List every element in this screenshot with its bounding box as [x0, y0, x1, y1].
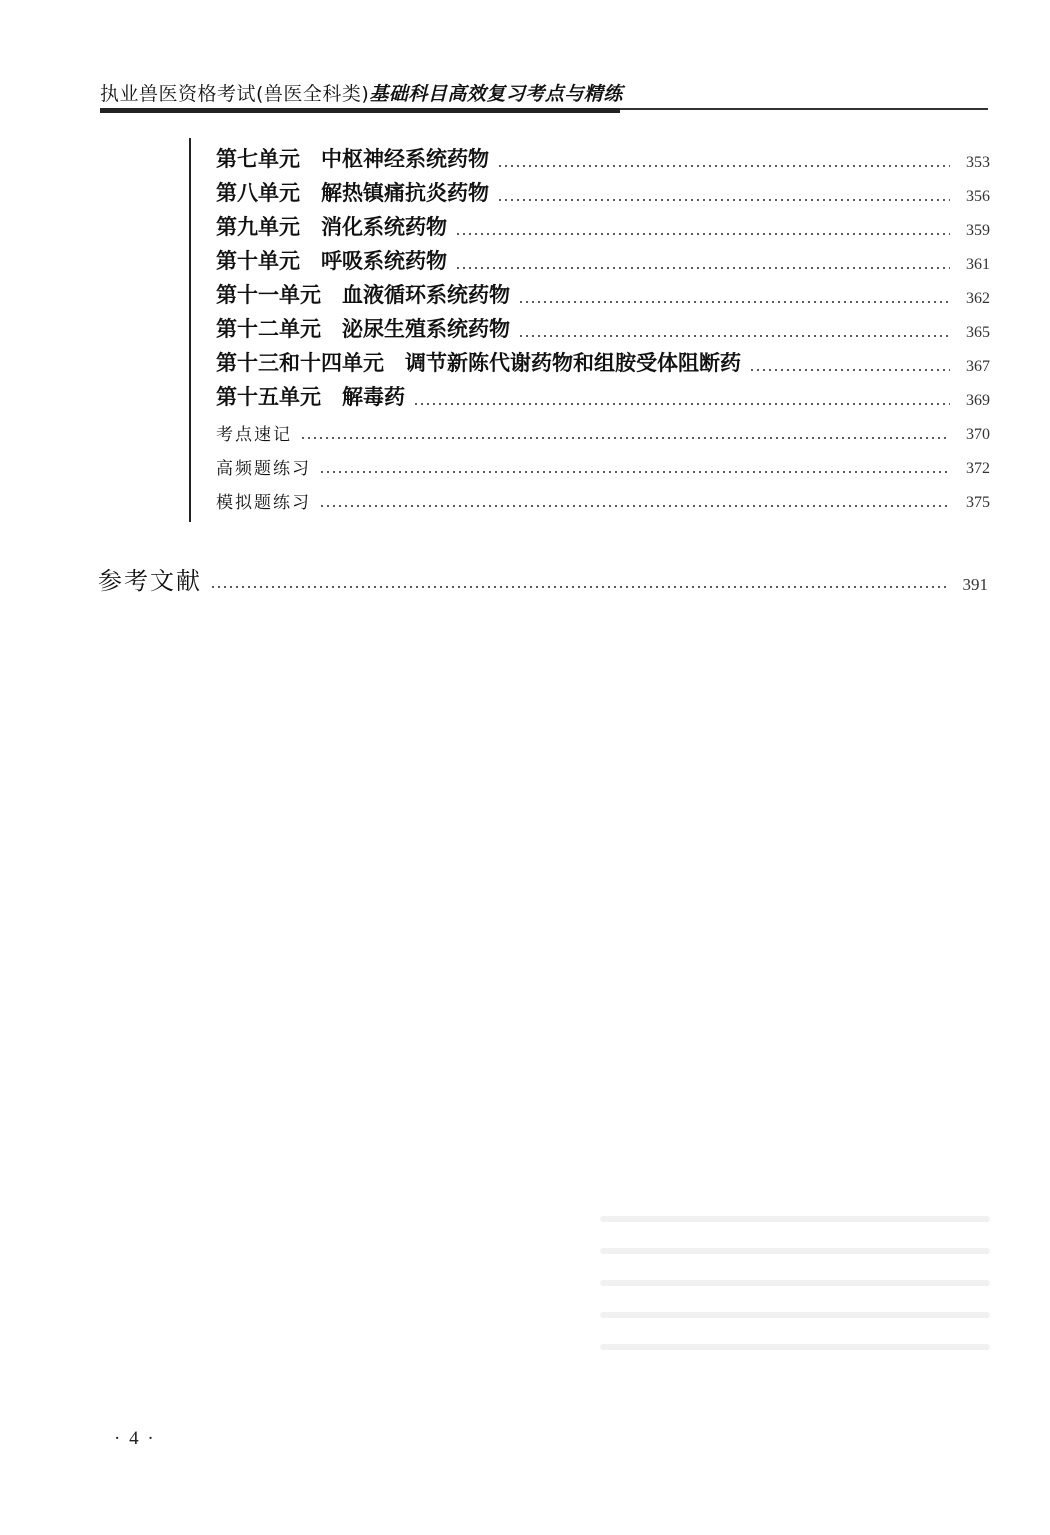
dot-leader	[455, 267, 950, 269]
toc-item[interactable]	[216, 415, 990, 445]
toc-item-label: 高频题练习	[216, 459, 311, 479]
toc-item-page: 367	[966, 358, 990, 375]
toc-item[interactable]	[216, 381, 990, 411]
page-number: · 4 ·	[114, 1428, 156, 1449]
toc-item[interactable]	[216, 245, 990, 275]
toc-item[interactable]	[216, 449, 990, 479]
dot-leader	[319, 505, 950, 507]
header-rule-thick	[100, 108, 620, 113]
toc-item-page: 365	[966, 324, 990, 341]
toc-item[interactable]	[216, 313, 990, 343]
toc-item[interactable]	[216, 177, 990, 207]
references-entry[interactable]	[98, 562, 988, 596]
running-header	[0, 74, 1050, 112]
header-title-sub: 基础科目高效复习考点与精练	[369, 83, 623, 105]
dot-leader	[518, 335, 950, 337]
dot-leader	[497, 199, 950, 201]
toc-item[interactable]	[216, 211, 990, 241]
show-through-texture	[600, 1190, 990, 1390]
toc-item[interactable]	[216, 143, 990, 173]
toc-item-label: 第十单元 呼吸系统药物	[216, 249, 447, 273]
toc-item-label: 第八单元 解热镇痛抗炎药物	[216, 181, 489, 205]
toc-item-label: 考点速记	[216, 425, 292, 445]
header-title	[100, 79, 623, 106]
toc-item-page: 359	[966, 222, 990, 239]
toc-item-label: 第十二单元 泌尿生殖系统药物	[216, 317, 510, 341]
toc-item-page: 375	[966, 494, 990, 511]
dot-leader	[749, 369, 950, 371]
dot-leader	[518, 301, 950, 303]
toc-item-page: 356	[966, 188, 990, 205]
header-title-main: 执业兽医资格考试(兽医全科类)	[100, 83, 370, 105]
dot-leader	[413, 403, 950, 405]
references-label: 参考文献	[98, 567, 202, 595]
toc-item-page: 370	[966, 426, 990, 443]
toc-item-label: 模拟题练习	[216, 493, 311, 513]
toc-item[interactable]	[216, 347, 990, 377]
toc-item-label: 第十一单元 血液循环系统药物	[216, 283, 510, 307]
toc-item-page: 362	[966, 290, 990, 307]
dot-leader	[300, 437, 950, 439]
toc-item-page: 372	[966, 460, 990, 477]
references-page: 391	[962, 575, 988, 594]
toc-item-label: 第九单元 消化系统药物	[216, 215, 447, 239]
toc-item[interactable]	[216, 279, 990, 309]
toc-item-page: 369	[966, 392, 990, 409]
dot-leader	[210, 586, 948, 588]
toc-vertical-line	[189, 138, 191, 522]
toc-item-page: 353	[966, 154, 990, 171]
toc-item-label: 第十五单元 解毒药	[216, 385, 405, 409]
dot-leader	[319, 471, 950, 473]
toc-item-label: 第七单元 中枢神经系统药物	[216, 147, 489, 171]
toc-item[interactable]	[216, 483, 990, 513]
toc-item-label: 第十三和十四单元 调节新陈代谢药物和组胺受体阻断药	[216, 351, 741, 375]
dot-leader	[455, 233, 950, 235]
toc-item-page: 361	[966, 256, 990, 273]
dot-leader	[497, 165, 950, 167]
